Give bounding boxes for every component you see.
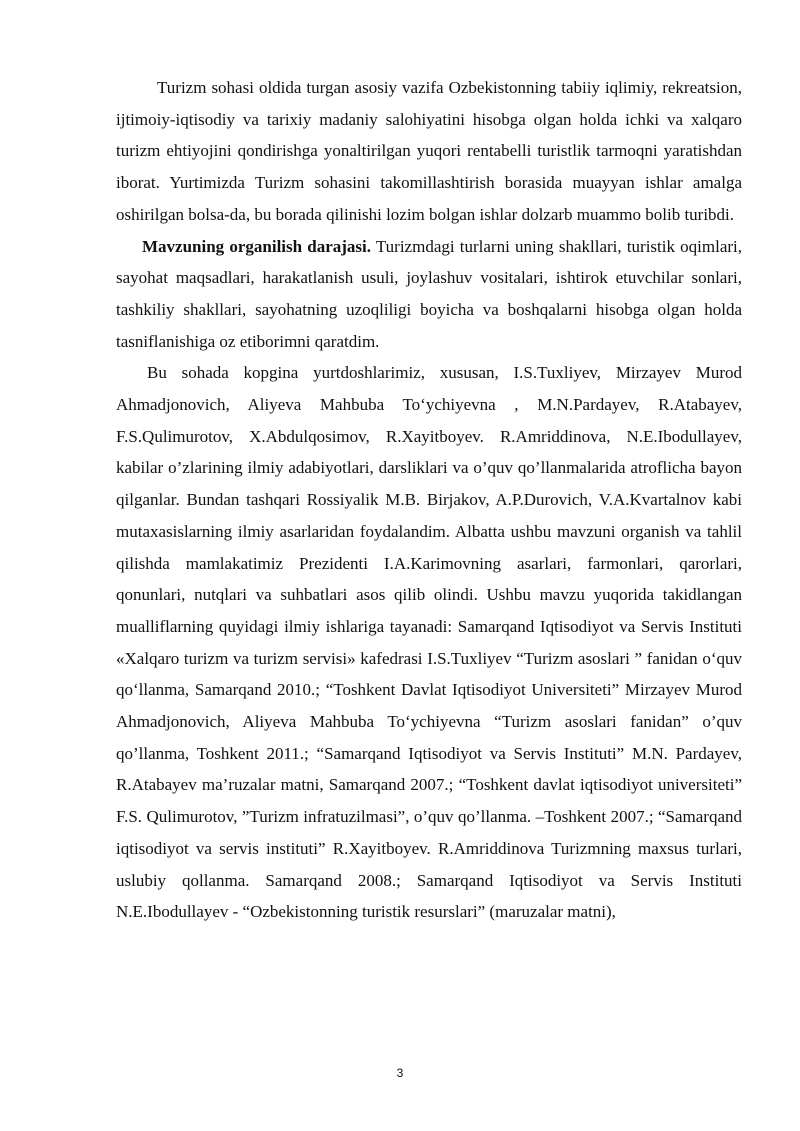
paragraph-intro: Turizm sohasi oldida turgan asosiy vazifa Ozbekistonning tabiiy iqlimiy, rekreatsion, ijtimoiy-iqtisodiy va tarixiy madaniy salohiyatini hisobga olgan holda ichki va xalqaro turizm ehtiyojini qondirishga yonaltirilgan yuqori rentabelli turistlik tarmoqni yaratishdan iborat. Yurtimizda Turizm sohasini takomillashtirish borasida muayyan ishlar amalga oshirilgan bolsa-da, bu borada qilinishi lozim bolgan ishlar dolzarb muammo bolib turibdi. (116, 78, 742, 224)
paragraph-research-level (116, 231, 742, 358)
section-heading-inline: Mavzuning organilish darajasi. (142, 236, 372, 256)
body-text (116, 72, 742, 928)
paragraph-literature-review: Bu sohada kopgina yurtdoshlarimiz, xususan, I.S.Tuxliyev, Mirzayev Murod Ahmadjonovich, Aliyeva Mahbuba To‘ychiyevna , M.N.Pardayev, R.Atabayev, F.S.Qulimurotov, X.Abdulqosimov, R.Xayitboyev. R.Amriddinova, N.E.Ibodullayev, kabilar o’zlarining ilmiy adabiyotlari, darsliklari va o’quv qo’llanmalarida atroflicha bayon qilganlar. Bundan tashqari Rossiyalik M.B. Birjakov, A.P.Durovich, V.A.Kvartalnov kabi mutaxasislarning ilmiy asarlaridan foydalandim. Albatta ushbu mavzuni organish va tahlil qilishda mamlakatimiz Prezidenti I.A.Karimovning asarlari, farmonlari, qarorlari, qonunlari, nutqlari va suhbatlari asos qilib olindi. Ushbu mavzu yuqorida takidlangan mualliflarning quyidagi ilmiy ishlariga tayanadi: Samarqand Iqtisodiyot va Servis Instituti «Xalqaro turizm va turizm servisi» kafedrasi I.S.Tuxliyev “Turizm asoslari ” fanidan o‘quv qo‘llanma, Samarqand 2010.; “Toshkent Davlat Iqtisodiyot Universiteti” Mirzayev Murod Ahmadjonovich, Aliyeva Mahbuba To‘ychiyevna “Turizm asoslari fanidan” o’quv qo’llanma, Toshkent 2011.; “Samarqand Iqtisodiyot va Servis Instituti” M.N. Pardayev, R.Atabayev ma’ruzalar matni, Samarqand 2007.; “Toshkent davlat iqtisodiyot universiteti” F.S. Qulimurotov, ”Turizm infratuzilmasi”, o’quv qo’llanma. –Toshkent 2007.; “Samarqand iqtisodiyot va servis instituti” R.Xayitboyev. R.Amriddinova Turizmning maxsus turlari, uslubiy qollanma. Samarqand 2008.; Samarqand Iqtisodiyot va Servis Instituti N.E.Ibodullayev - “Ozbekistonning turistik resurslari” (maruzalar matni), (116, 363, 742, 922)
paragraph-research-level-body: Turizmdagi turlarni uning shakllari, turistik oqimlari, sayohat maqsadlari, harakatlanish usuli, joylashuv vositalari, ishtirok etuvchilar sonlari, tashkiliy shakllari, sayohatning uzoqliligi boyicha va boshqalarni hisobga olgan holda tasniflanishiga oz etiborimni qaratdim. (116, 236, 743, 351)
page-number: 3 (396, 1066, 404, 1080)
